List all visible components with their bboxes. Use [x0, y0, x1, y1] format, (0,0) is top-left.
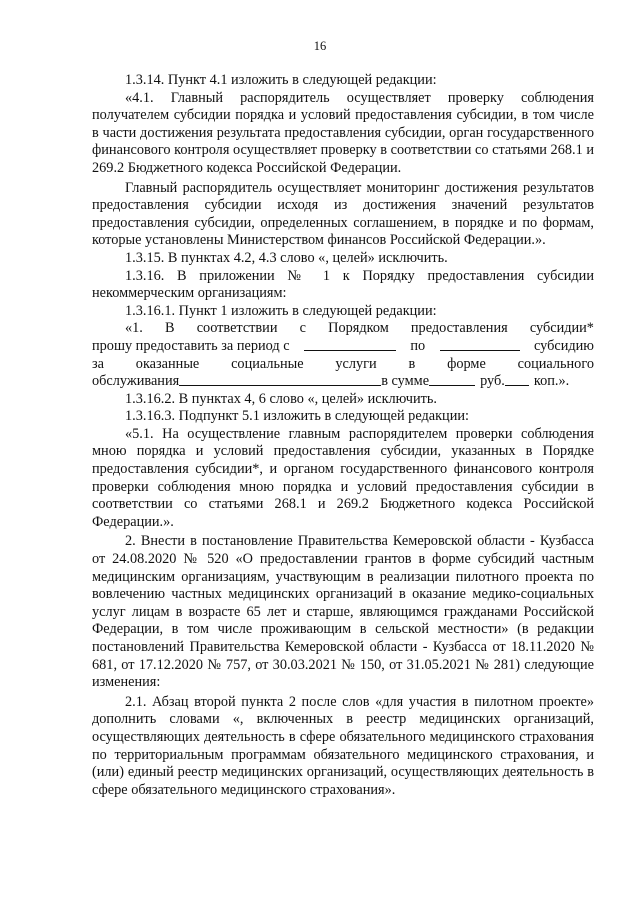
paragraph-1-3-16-1: 1.3.16.1. Пункт 1 изложить в следующей редакции:	[125, 302, 437, 319]
paragraph-quote-4-1: «4.1. Главный распорядитель осуществляет проверку соблюдения получателем субсидии порядка и условий предоставления субсидии, в том числе в части достижения результата предоставления субсидии, орган государственного финансового контроля осуществляет проверку в соответствии со статьями 268.1 и 269.2 Бюджетного кодекса Российской Федерации.	[92, 89, 594, 176]
application-form-text	[92, 320, 594, 390]
document-body	[92, 72, 594, 799]
paragraph-quote-5-1: «5.1. На осуществление главным распорядителем проверки соблюдения мною порядка и условий предоставления субсидии, указанных в Порядке предоставления субсидии*, и органом государственного финансового контроля проверки соблюдения мною порядка и условий предоставления субсидии в соответствии со статьями 268.1 и 269.2 Бюджетного кодекса Российской Федерации.».	[92, 425, 594, 530]
paragraph-1-3-16-2: 1.3.16.2. В пунктах 4, 6 слово «, целей» исключить.	[125, 390, 437, 407]
paragraph-2: 2. Внести в постановление Правительства Кемеровской области - Кузбасса от 24.08.2020 № 520 «О предоставлении грантов в форме субсидий частным медицинским организациям, участвующим в реализации пилотного проекта по вовлечению частных медицинских организаций в оказание медико-социальных услуг лицам в возрасте 65 лет и старше, являющимся гражданами Российской Федерации, в том числе проживающим в сельской местности» (в редакции постановлений Правительства Кемеровской области - Кузбасса от 18.11.2020 № 681, от 17.12.2020 № 757, от 30.03.2021 № 150, от 31.05.2021 № 281) следующие изменения:	[92, 533, 594, 691]
form-line-4: обслуживания в сумме руб. коп.».	[92, 373, 570, 390]
paragraph-1-3-16: 1.3.16. В приложении № 1 к Порядку предоставления субсидии некоммерческим организациям:	[92, 267, 594, 302]
blank-amount-rub	[429, 373, 475, 386]
paragraph-1-3-14: 1.3.14. Пункт 4.1 изложить в следующей редакции:	[125, 72, 437, 88]
blank-service-name	[179, 373, 381, 386]
form-line-1: «1. В соответствии с Порядком предоставления субсидии*	[125, 320, 594, 337]
form-line-3: за оказанные социальные услуги в форме социального	[92, 355, 594, 372]
paragraph-monitoring: Главный распорядитель осуществляет мониторинг достижения результатов предоставления субсидии исходя из достижения значений результатов предоставления субсидии, определенных соглашением, в порядке и по формам, которые установлены Министерством финансов Российской Федерации.».	[92, 179, 594, 249]
page-number: 16	[313, 39, 327, 53]
blank-amount-kop	[505, 373, 529, 386]
paragraph-2-1: 2.1. Абзац второй пункта 2 после слов «для участия в пилотном проекте» дополнить словами «, включенных в реестр медицинских организаций, осуществляющих деятельность в сфере обязательного медицинского страхования по территориальным программам обязательного медицинского страхования, и (или) единый реестр медицинских организаций, осуществляющих деятельность в сфере обязательного медицинского страхования».	[92, 693, 594, 798]
paragraph-1-3-16-3: 1.3.16.3. Подпункт 5.1 изложить в следующей редакции:	[125, 408, 469, 425]
blank-period-start	[304, 338, 396, 351]
blank-period-end	[440, 338, 520, 351]
form-line-2: прошу предоставить за период с по субсидию	[92, 337, 594, 354]
paragraph-1-3-15: 1.3.15. В пунктах 4.2, 4.3 слово «, целей» исключить.	[125, 249, 448, 266]
